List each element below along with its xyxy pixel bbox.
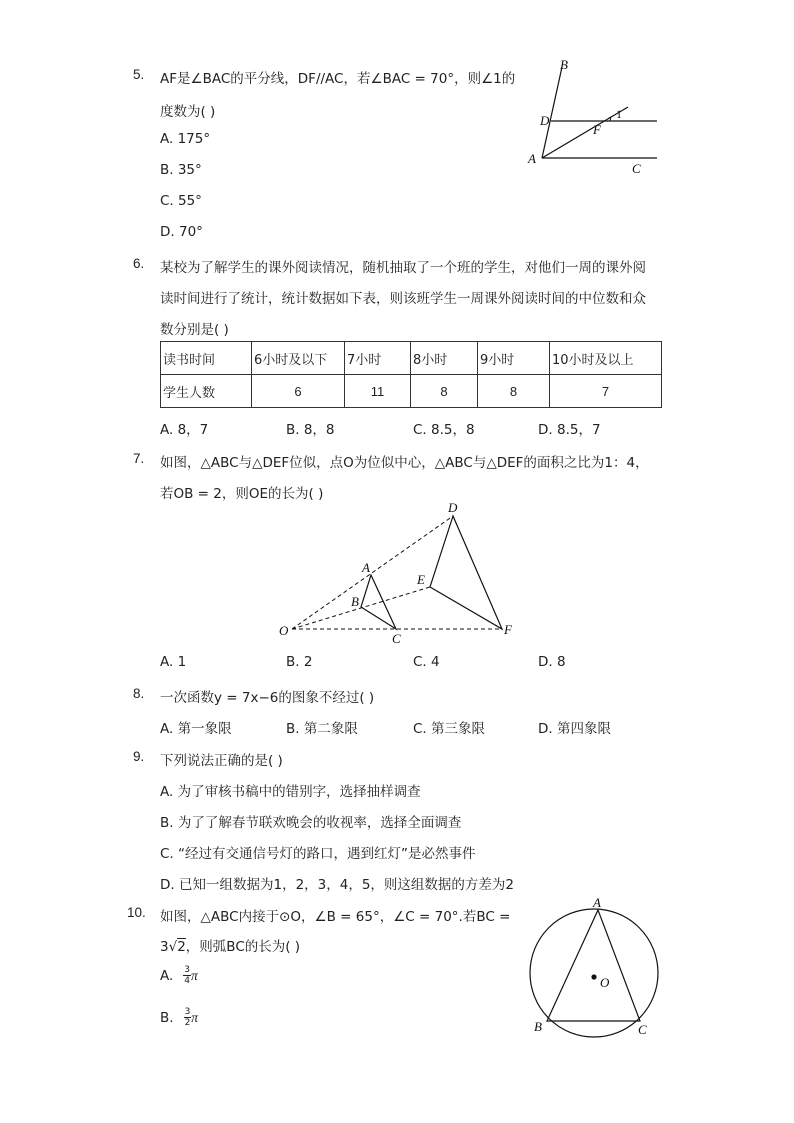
- q5-option-d[interactable]: D. 70°: [160, 224, 203, 240]
- fraction-numerator: 3: [184, 1007, 191, 1017]
- table-header-cell: 10小时及以上: [550, 342, 662, 375]
- table-header-cell: 读书时间: [161, 342, 252, 375]
- table-row: [161, 342, 662, 375]
- q7-option-b[interactable]: B. 2: [286, 654, 313, 670]
- q5-label-d: D: [540, 113, 550, 128]
- q7-stem-line1: 如图，△ABC与△DEF位似，点O为位似中心，△ABC与△DEF的面积之比为1：4，: [160, 455, 649, 471]
- fraction-denominator: 2: [184, 1018, 191, 1028]
- q6-option-b[interactable]: B. 8，8: [286, 422, 335, 438]
- q5-option-b[interactable]: B. 35°: [160, 162, 202, 178]
- q5-label-c: C: [632, 161, 641, 176]
- table-cell: 6: [252, 375, 345, 408]
- q6-stem-line1: 某校为了解学生的课外阅读情况，随机抽取了一个班的学生，对他们一周的课外阅: [160, 260, 646, 276]
- q10-coefficient: 3: [160, 939, 169, 955]
- sqrt-icon: √: [168, 939, 178, 955]
- q8-number: 8.: [133, 686, 145, 701]
- q5-stem-line1: AF是∠BAC的平分线，DF//AC，若∠BAC = 70°，则∠1的: [160, 71, 516, 87]
- q10-stem-rest: ，则弧BC的长为( ): [185, 939, 301, 955]
- q8-option-c[interactable]: C. 第三象限: [413, 721, 486, 737]
- q6-stem-line2: 读时间进行了统计，统计数据如下表，则该班学生一周课外阅读时间的中位数和众: [160, 291, 646, 307]
- q7-triangle-abc: [361, 575, 396, 629]
- table-header-cell: 7小时: [345, 342, 411, 375]
- q6-number: 6.: [133, 256, 145, 271]
- q8-option-a[interactable]: A. 第一象限: [160, 721, 232, 737]
- q10-label-c: C: [638, 1022, 647, 1037]
- table-cell: 11: [345, 375, 411, 408]
- q6-table: [160, 341, 662, 408]
- q7-option-d[interactable]: D. 8: [538, 654, 566, 670]
- q7-label-a: A: [362, 560, 370, 575]
- table-header-cell: 9小时: [478, 342, 550, 375]
- pi-symbol: π: [191, 967, 198, 983]
- q10-label-a: A: [593, 895, 601, 910]
- table-cell: 8: [478, 375, 550, 408]
- q5-stem-line2: 度数为( ): [160, 104, 216, 120]
- q7-label-d: D: [448, 500, 458, 515]
- q7-option-a[interactable]: A. 1: [160, 654, 187, 670]
- table-row: [161, 375, 662, 408]
- q7-dash-oe: [292, 587, 430, 629]
- q5-label-1: 1: [616, 107, 622, 121]
- q10-option-a-label: A.: [160, 967, 174, 984]
- q10-option-a-fraction: [183, 965, 191, 986]
- q10-figure: [520, 895, 670, 1045]
- q9-option-c[interactable]: C. “经过有交通信号灯的路口，遇到红灯”是必然事件: [160, 846, 476, 862]
- table-header-cell: 6小时及以下: [252, 342, 345, 375]
- table-cell: 8: [411, 375, 478, 408]
- q7-figure: [270, 500, 530, 650]
- table-cell: 7: [550, 375, 662, 408]
- q5-option-c[interactable]: C. 55°: [160, 193, 202, 209]
- q7-label-b: B: [351, 594, 359, 609]
- q10-stem-line1: 如图，△ABC内接于⊙O，∠B = 65°，∠C = 70°.若BC =: [160, 909, 511, 925]
- q6-option-c[interactable]: C. 8.5，8: [413, 422, 475, 438]
- q7-stem-line2: 若OB = 2，则OE的长为( ): [160, 486, 324, 502]
- q6-option-a[interactable]: A. 8，7: [160, 422, 209, 438]
- q10-center-dot: [591, 974, 596, 979]
- q10-option-b[interactable]: [160, 1007, 198, 1028]
- q10-number: 10.: [127, 905, 146, 920]
- q8-option-b[interactable]: B. 第二象限: [286, 721, 358, 737]
- q5-label-b: B: [560, 57, 568, 72]
- q7-number: 7.: [133, 451, 145, 466]
- q7-label-o: O: [279, 623, 289, 638]
- fraction-denominator: 4: [184, 976, 191, 986]
- q10-stem-line2: [160, 935, 300, 955]
- table-cell: 学生人数: [161, 375, 252, 408]
- q5-figure: [520, 55, 670, 185]
- q10-triangle-abc: [547, 910, 640, 1021]
- q5-label-a: A: [528, 151, 536, 166]
- q10-radicand: 2: [177, 939, 186, 955]
- q5-option-a[interactable]: A. 175°: [160, 131, 211, 147]
- q10-label-o: O: [600, 975, 610, 990]
- q7-label-f: F: [504, 622, 512, 637]
- q7-triangle-def: [430, 516, 502, 629]
- fraction-numerator: 3: [184, 965, 191, 975]
- q5-number: 5.: [133, 67, 145, 82]
- q10-option-a[interactable]: [160, 965, 198, 986]
- q10-option-b-fraction: [184, 1007, 192, 1028]
- q9-stem-line1: 下列说法正确的是( ): [160, 753, 283, 769]
- q10-option-b-label: B.: [160, 1009, 174, 1026]
- q7-option-c[interactable]: C. 4: [413, 654, 440, 670]
- q10-label-b: B: [534, 1019, 542, 1034]
- q7-dash-od: [292, 516, 453, 629]
- q6-option-d[interactable]: D. 8.5，7: [538, 422, 601, 438]
- q9-option-b[interactable]: B. 为了了解春节联欢晚会的收视率，选择全面调查: [160, 815, 462, 831]
- q7-label-c: C: [392, 631, 401, 646]
- q9-number: 9.: [133, 749, 145, 764]
- q8-option-d[interactable]: D. 第四象限: [538, 721, 611, 737]
- table-header-cell: 8小时: [411, 342, 478, 375]
- q9-option-d[interactable]: D. 已知一组数据为1，2，3，4，5，则这组数据的方差为2: [160, 877, 515, 893]
- pi-symbol: π: [191, 1009, 199, 1025]
- q6-stem-line3: 数分别是( ): [160, 322, 229, 338]
- q5-label-f: F: [593, 122, 601, 137]
- q8-stem-line1: 一次函数y = 7x−6的图象不经过( ): [160, 690, 375, 706]
- q7-label-e: E: [417, 572, 425, 587]
- q9-option-a[interactable]: A. 为了审核书稿中的错别字，选择抽样调查: [160, 784, 421, 800]
